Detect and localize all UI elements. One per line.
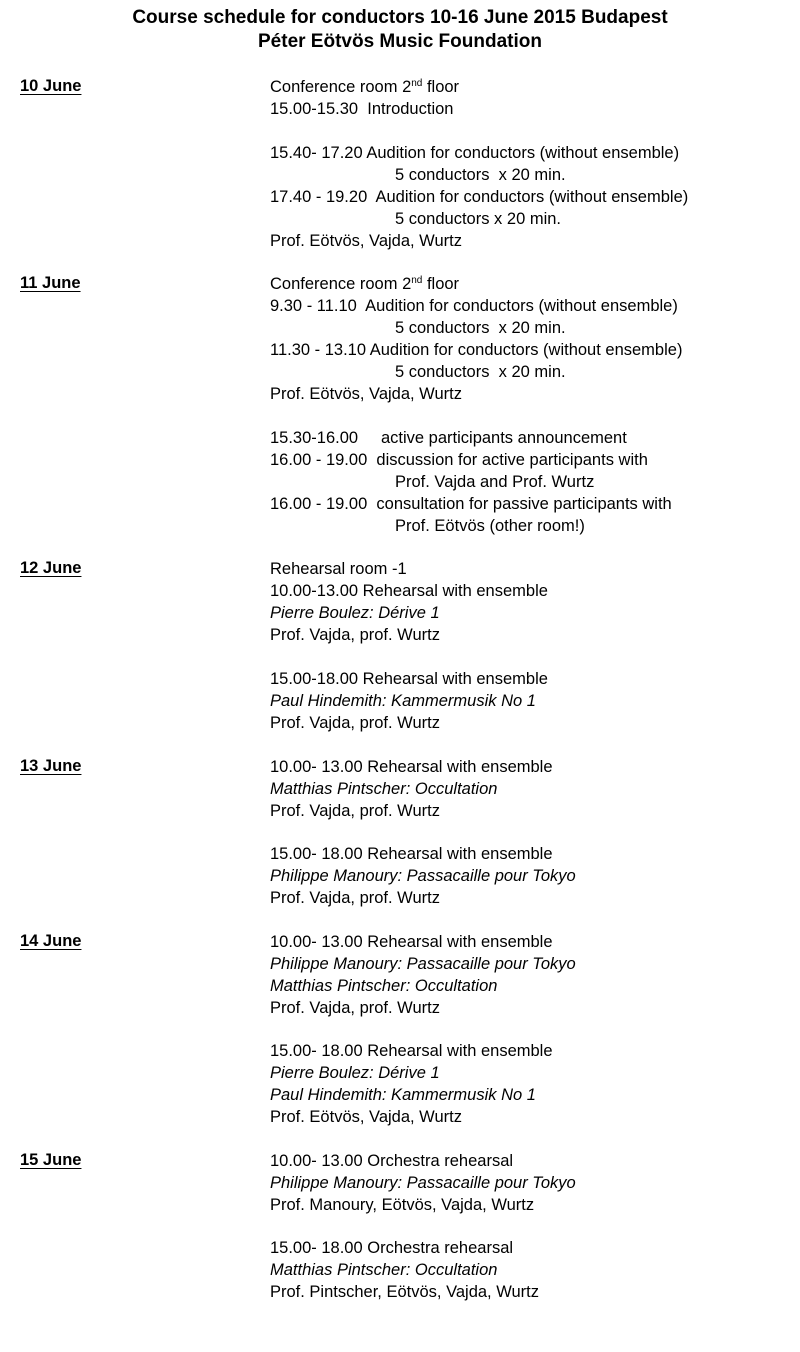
schedule-line: 10.00- 13.00 Rehearsal with ensemble: [270, 758, 553, 776]
document-header: [0, 6, 800, 54]
day-date-10-june: 10 June: [20, 77, 82, 95]
schedule-line: 15.00-18.00 Rehearsal with ensemble: [270, 670, 548, 688]
schedule-detail: Prof. Vajda and Prof. Wurtz: [395, 473, 595, 491]
schedule-line: 15.00- 18.00 Orchestra rehearsal: [270, 1239, 514, 1257]
teachers-line: Prof. Vajda, prof. Wurtz: [270, 802, 440, 820]
teachers-line: Prof. Pintscher, Eötvös, Vajda, Wurtz: [270, 1283, 540, 1301]
schedule-line: 17.40 - 19.20 Audition for conductors (without ensemble): [270, 188, 689, 206]
schedule-detail: 5 conductors x 20 min.: [395, 363, 566, 381]
location-line: Conference room 2nd floor: [270, 78, 460, 96]
schedule-line: 15.00- 18.00 Rehearsal with ensemble: [270, 1042, 553, 1060]
day-date-11-june: 11 June: [20, 274, 81, 292]
schedule-detail: 5 conductors x 20 min.: [395, 319, 566, 337]
day-date-14-june: 14 June: [20, 932, 82, 950]
location-line: Conference room 2nd floor: [270, 275, 460, 293]
repertoire-line: Philippe Manoury: Passacaille pour Tokyo: [270, 1174, 576, 1192]
document-title: Course schedule for conductors 10-16 June 2015 Budapest: [132, 7, 668, 28]
day-date-15-june: 15 June: [20, 1151, 82, 1169]
schedule-line: 15.40- 17.20 Audition for conductors (without ensemble): [270, 144, 680, 162]
teachers-line: Prof. Eötvös, Vajda, Wurtz: [270, 1108, 462, 1126]
schedule-line: 10.00- 13.00 Orchestra rehearsal: [270, 1152, 514, 1170]
teachers-line: Prof. Vajda, prof. Wurtz: [270, 999, 440, 1017]
schedule-line: 16.00 - 19.00 consultation for passive participants with: [270, 495, 672, 513]
schedule-line: 15.00-15.30 Introduction: [270, 100, 454, 118]
location-line: Rehearsal room -1: [270, 560, 407, 578]
schedule-line: 15.00- 18.00 Rehearsal with ensemble: [270, 845, 553, 863]
schedule-line: 16.00 - 19.00 discussion for active participants with: [270, 451, 648, 469]
teachers-line: Prof. Eötvös, Vajda, Wurtz: [270, 385, 462, 403]
repertoire-line: Paul Hindemith: Kammermusik No 1: [270, 1086, 536, 1104]
schedule-detail: Prof. Eötvös (other room!): [395, 517, 585, 535]
schedule-line: 10.00-13.00 Rehearsal with ensemble: [270, 582, 548, 600]
schedule-detail: 5 conductors x 20 min.: [395, 166, 566, 184]
repertoire-line: Matthias Pintscher: Occultation: [270, 977, 498, 995]
schedule-detail: 5 conductors x 20 min.: [395, 210, 561, 228]
repertoire-line: Philippe Manoury: Passacaille pour Tokyo: [270, 955, 576, 973]
teachers-line: Prof. Manoury, Eötvös, Vajda, Wurtz: [270, 1196, 535, 1214]
schedule-line: 11.30 - 13.10 Audition for conductors (without ensemble): [270, 341, 683, 359]
repertoire-line: Philippe Manoury: Passacaille pour Tokyo: [270, 867, 576, 885]
schedule-line: 9.30 - 11.10 Audition for conductors (without ensemble): [270, 297, 678, 315]
schedule-line: 15.30-16.00 active participants announcement: [270, 429, 627, 447]
teachers-line: Prof. Eötvös, Vajda, Wurtz: [270, 232, 462, 250]
schedule-line: 10.00- 13.00 Rehearsal with ensemble: [270, 933, 553, 951]
repertoire-line: Matthias Pintscher: Occultation: [270, 1261, 498, 1279]
day-date-12-june: 12 June: [20, 559, 82, 577]
teachers-line: Prof. Vajda, prof. Wurtz: [270, 714, 440, 732]
teachers-line: Prof. Vajda, prof. Wurtz: [270, 626, 440, 644]
repertoire-line: Pierre Boulez: Dérive 1: [270, 1064, 440, 1082]
repertoire-line: Matthias Pintscher: Occultation: [270, 780, 498, 798]
teachers-line: Prof. Vajda, prof. Wurtz: [270, 889, 440, 907]
document-subtitle: Péter Eötvös Music Foundation: [258, 31, 542, 52]
repertoire-line: Paul Hindemith: Kammermusik No 1: [270, 692, 536, 710]
repertoire-line: Pierre Boulez: Dérive 1: [270, 604, 440, 622]
day-date-13-june: 13 June: [20, 757, 82, 775]
